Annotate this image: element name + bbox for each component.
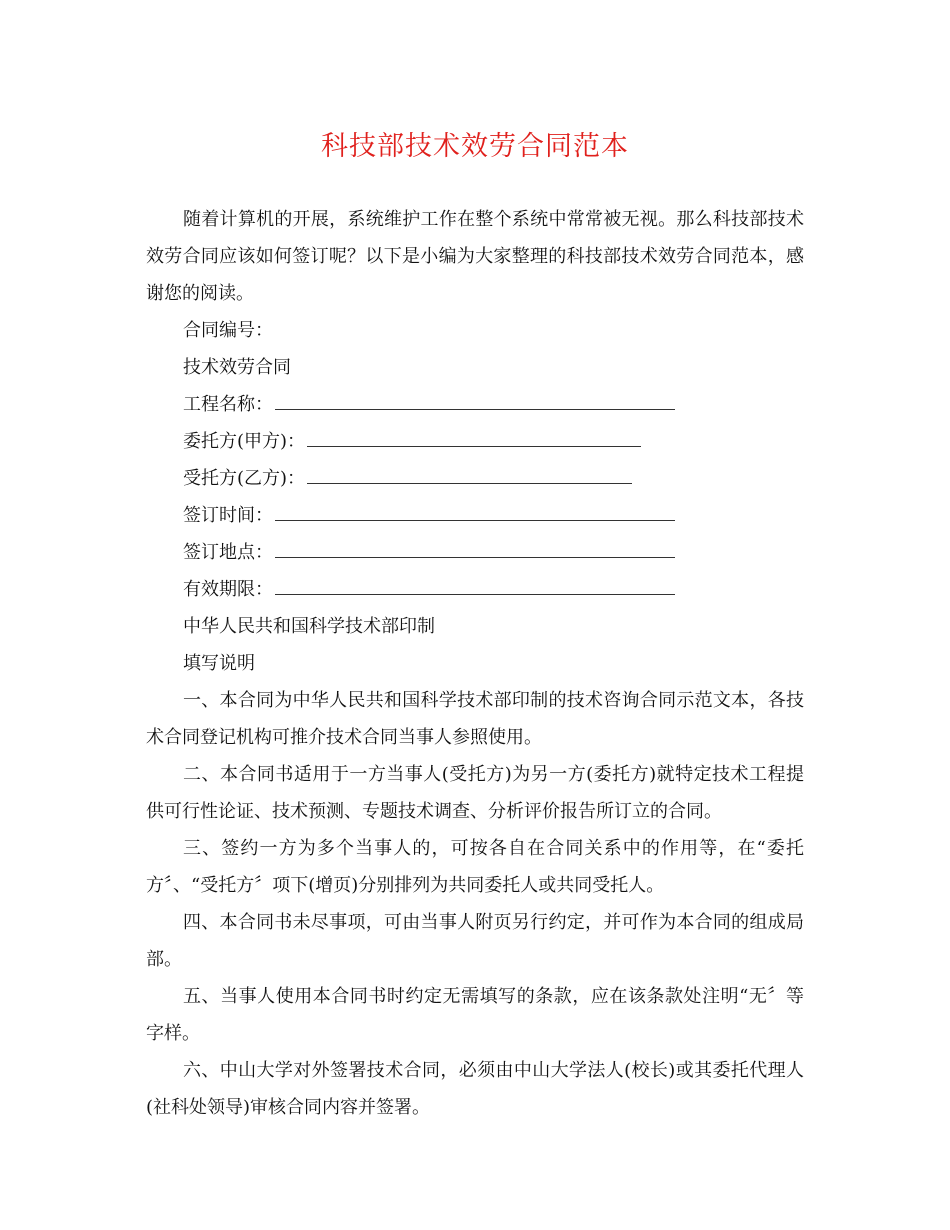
instruction-item: 五、当事人使用本合同书时约定无需填写的条款，应在该条款处注明“无〞等字样。 bbox=[146, 986, 804, 1044]
sign-place-blank[interactable] bbox=[275, 541, 675, 558]
field-trustee: 受托方(乙方)： bbox=[146, 460, 804, 497]
instruction-item: 六、中山大学对外签署技术合同，必须由中山大学法人(校长)或其委托代理人(社科处领导)审核合同内容并签署。 bbox=[146, 1060, 804, 1118]
instruction-item: 二、本合同书适用于一方当事人(受托方)为另一方(委托方)就特定技术工程提供可行性论证、技术预测、专题技术调查、分析评价报告所订立的合同。 bbox=[146, 764, 804, 822]
instructions-heading: 填写说明 bbox=[183, 653, 255, 674]
printer-line: 中华人民共和国科学技术部印制 bbox=[183, 616, 435, 637]
document-body bbox=[146, 201, 804, 1126]
field-valid-period: 有效期限： bbox=[146, 571, 804, 608]
contract-number-label: 合同编号： bbox=[183, 320, 273, 341]
instruction-item: 三、签约一方为多个当事人的，可按各自在合同关系中的作用等，在“委托方〞、“受托方〞项下(增页)分别排列为共同委托人或共同受托人。 bbox=[146, 838, 804, 896]
intro-paragraph: 随着计算机的开展，系统维护工作在整个系统中常常被无视。那么科技部技术效劳合同应该如何签订呢？以下是小编为大家整理的科技部技术效劳合同范本，感谢您的阅读。 bbox=[146, 209, 804, 304]
field-project-name: 工程名称： bbox=[146, 386, 804, 423]
field-sign-place: 签订地点： bbox=[146, 534, 804, 571]
sign-time-blank[interactable] bbox=[275, 504, 675, 521]
trustee-blank[interactable] bbox=[307, 467, 632, 484]
contract-type: 技术效劳合同 bbox=[183, 357, 291, 378]
instruction-item: 一、本合同为中华人民共和国科学技术部印制的技术咨询合同示范文本，各技术合同登记机构可推介技术合同当事人参照使用。 bbox=[146, 690, 804, 748]
field-client: 委托方(甲方)： bbox=[146, 423, 804, 460]
client-blank[interactable] bbox=[307, 430, 641, 447]
field-sign-time: 签订时间： bbox=[146, 497, 804, 534]
valid-period-blank[interactable] bbox=[275, 578, 675, 595]
document-title: 科技部技术效劳合同范本 bbox=[321, 131, 629, 162]
instruction-item: 四、本合同书未尽事项，可由当事人附页另行约定，并可作为本合同的组成局部。 bbox=[146, 912, 804, 970]
project-name-blank[interactable] bbox=[275, 393, 675, 410]
